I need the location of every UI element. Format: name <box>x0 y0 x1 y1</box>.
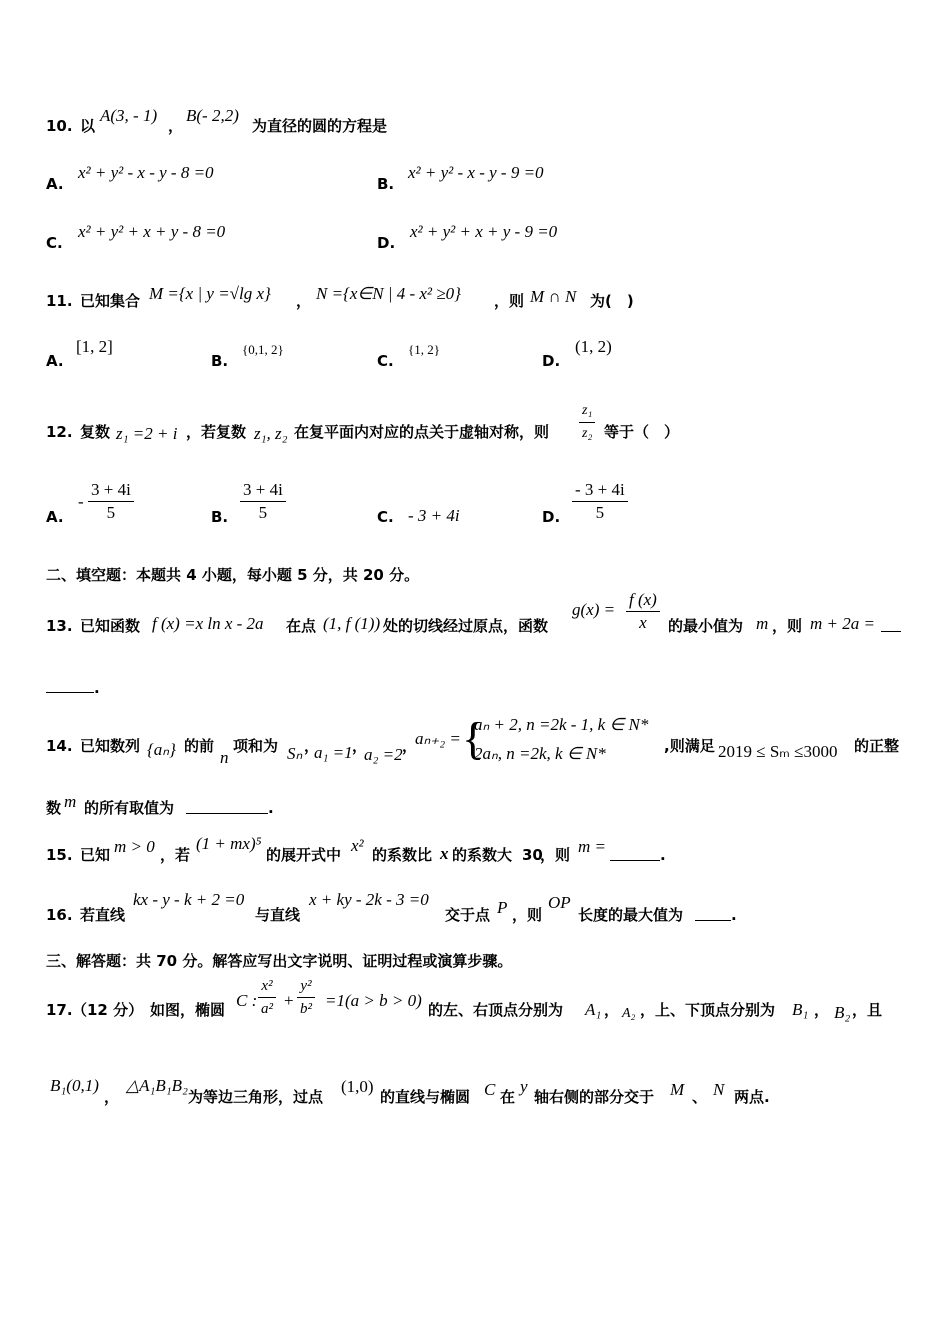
math-a2: a₂ =2 <box>364 745 403 764</box>
math-sn: Sₙ <box>287 744 303 763</box>
math-z1-z2: z₁, z₂ <box>254 424 288 443</box>
option-sign: - <box>78 492 84 511</box>
punctuation: . <box>94 679 100 697</box>
question-text: 两点. <box>734 1088 770 1106</box>
question-text: 的最小值为 <box>668 617 744 635</box>
question-text: 已知集合 <box>80 292 141 310</box>
question-text: 长度的最大值为 <box>578 906 684 924</box>
answer-blank <box>695 920 731 921</box>
question-text: ,则满足 <box>664 737 715 755</box>
fraction-fx-over-x <box>626 589 660 634</box>
question-text: 交于点 <box>445 906 491 924</box>
option-expr: x² + y² - x - y - 9 =0 <box>408 163 544 182</box>
question-text: ，则 <box>540 846 571 864</box>
math-binomial: (1 + mx)⁵ <box>196 834 262 853</box>
denominator: a² <box>261 1001 273 1017</box>
math-expr: m + 2a = <box>810 614 875 633</box>
math-m: M <box>670 1080 685 1099</box>
punctuation: . <box>731 906 737 924</box>
denominator: 5 <box>106 503 116 522</box>
option-label: C. <box>46 234 63 252</box>
math-triangle: △A₁B₁B₂ <box>126 1076 188 1095</box>
question-text: 为直径的圆的方程是 <box>252 117 388 135</box>
question-text: 在点 <box>286 617 317 635</box>
fraction-x2-over-a2 <box>258 975 276 1020</box>
question-number: 15. <box>46 846 73 864</box>
question-number: 12. <box>46 423 73 441</box>
question-text: 已知函数 <box>80 617 141 635</box>
math-a1: A₁ <box>585 1000 602 1019</box>
question-number: 10. <box>46 117 73 135</box>
math-equation: =1(a > b > 0) <box>325 991 422 1010</box>
question-text: 的系数比 <box>372 846 433 864</box>
math-n: n <box>220 748 229 767</box>
option-expr: x² + y² + x + y - 8 =0 <box>78 222 226 241</box>
separator: ， <box>296 292 312 310</box>
math-m-equals: m = <box>578 837 606 856</box>
question-text: ，则 <box>494 292 525 310</box>
math-line-2: x + ky - 2k - 3 =0 <box>309 890 429 909</box>
question-text: 的前 <box>184 737 215 755</box>
fraction-z1-over-z2 <box>579 400 595 445</box>
math-y: y <box>520 1077 528 1096</box>
answer-blank <box>881 631 901 632</box>
option-label: C. <box>377 508 394 526</box>
option-expr: - 3 + 4i <box>408 506 460 525</box>
question-text: 在 <box>500 1088 516 1106</box>
question-text: 项和为 <box>233 737 279 755</box>
question-text: 以 <box>80 117 96 135</box>
score: （12 分） <box>72 1001 144 1019</box>
denominator: 5 <box>595 503 605 522</box>
math-a2: A₂ <box>622 1006 636 1021</box>
math-b2: B₂ <box>834 1003 851 1022</box>
math-case-1: aₙ + 2, n =2k - 1, k ∈ N* <box>474 715 649 734</box>
question-text: 的展开式中 <box>266 846 342 864</box>
math-case-2: 2aₙ, n =2k, k ∈ N* <box>474 744 606 763</box>
question-number: 16. <box>46 906 73 924</box>
question-text: 已知数列 <box>80 737 141 755</box>
numerator: y² <box>297 975 315 998</box>
question-text: ，上、下顶点分别为 <box>640 1001 776 1019</box>
math-function-f: f (x) =x ln x - 2a <box>152 614 264 633</box>
punctuation: ， <box>304 737 320 755</box>
plus-sign: + <box>284 991 294 1010</box>
question-text: 为等边三角形，过点 <box>188 1088 324 1106</box>
option-label: A. <box>46 175 64 193</box>
math-sequence: {aₙ} <box>147 740 176 759</box>
math-m: m <box>756 614 769 633</box>
math-ellipse-c: C : <box>236 991 258 1010</box>
question-number: 13. <box>46 617 73 635</box>
punctuation: . <box>268 799 274 817</box>
math-op: OP <box>548 893 571 912</box>
section-heading: 三、解答题：共 70 分。解答应写出文字说明、证明过程或演算步骤。 <box>46 952 513 970</box>
option-label: A. <box>46 352 64 370</box>
question-text: 的正整 <box>854 737 900 755</box>
option-label: D. <box>542 508 561 526</box>
numerator: - 3 + 4i <box>572 479 628 502</box>
numerator: z₁ <box>579 400 595 423</box>
answer-blank <box>186 813 268 814</box>
numerator: 3 + 4i <box>88 479 134 502</box>
question-number: 14. <box>46 737 73 755</box>
math-intersection: M ∩ N <box>530 287 577 306</box>
option-fraction <box>88 479 134 524</box>
option-label: D. <box>377 234 396 252</box>
question-text: 的所有取值为 <box>84 799 175 817</box>
math-c: C <box>484 1080 496 1099</box>
punctuation: ， <box>604 1001 620 1019</box>
option-fraction <box>240 479 286 524</box>
option-label: B. <box>377 175 395 193</box>
option-label: A. <box>46 508 64 526</box>
option-fraction <box>572 479 628 524</box>
option-label: D. <box>542 352 561 370</box>
math-a1: a₁ =1 <box>314 743 353 762</box>
math-b1: B₁ <box>792 1000 809 1019</box>
math-b1-point: B₁(0,1) <box>50 1076 99 1095</box>
option-expr: x² + y² - x - y - 8 =0 <box>78 163 214 182</box>
math-an2: aₙ₊₂ = <box>415 729 461 748</box>
question-text: 与直线 <box>255 906 301 924</box>
punctuation: 、 <box>692 1088 708 1106</box>
question-text: ，若复数 <box>186 423 247 441</box>
math-set-n: N ={x∈N | 4 - x² ≥0} <box>316 284 461 303</box>
punctuation: ， <box>402 737 418 755</box>
math-function-g: g(x) = <box>572 600 616 619</box>
punctuation: ， <box>104 1088 120 1106</box>
denominator: z₂ <box>582 426 593 441</box>
math-x-squared: x² <box>351 836 364 855</box>
value: 30 <box>522 846 543 864</box>
question-text: 的系数大 <box>452 846 513 864</box>
option-expr: {0,1, 2} <box>242 342 284 357</box>
math-z1: z₁ =2 + i <box>116 424 178 443</box>
punctuation: . <box>660 846 666 864</box>
question-text: 如图，椭圆 <box>150 1001 226 1019</box>
brace: { <box>462 713 485 764</box>
punctuation: ， <box>814 1001 830 1019</box>
question-text: ，若 <box>160 846 191 864</box>
math-x: x <box>440 844 449 863</box>
math-set-m: M ={x | y =√lg x} <box>149 284 271 303</box>
option-label: B. <box>211 508 229 526</box>
math-n: N <box>713 1080 725 1099</box>
denominator: x <box>639 613 647 632</box>
section-heading: 二、填空题：本题共 4 小题，每小题 5 分，共 20 分。 <box>46 566 420 584</box>
question-text: 的左、右顶点分别为 <box>428 1001 564 1019</box>
question-text: 数 <box>46 799 62 817</box>
punctuation: ， <box>352 737 368 755</box>
question-text: 的直线与椭圆 <box>380 1088 471 1106</box>
numerator: x² <box>258 975 276 998</box>
math-condition: m > 0 <box>114 837 155 856</box>
denominator: b² <box>300 1001 312 1017</box>
question-text: 等于（ ） <box>604 423 680 441</box>
math-m: m <box>64 792 77 811</box>
question-text: 处的切线经过原点，函数 <box>383 617 549 635</box>
numerator: f (x) <box>626 589 660 612</box>
option-expr: x² + y² + x + y - 9 =0 <box>410 222 558 241</box>
option-expr: {1, 2} <box>408 342 440 357</box>
denominator: 5 <box>258 503 268 522</box>
math-point-b: B(- 2,2) <box>186 106 239 125</box>
math-point-a: A(3, - 1) <box>100 106 158 125</box>
separator: ， <box>168 117 184 135</box>
math-inequality: 2019 ≤ Sₘ ≤3000 <box>718 742 838 761</box>
answer-blank <box>46 692 94 693</box>
question-number: 11. <box>46 292 73 310</box>
question-text: 轴右侧的部分交于 <box>534 1088 655 1106</box>
question-text: ，且 <box>852 1001 883 1019</box>
question-text: 复数 <box>80 423 111 441</box>
math-point: (1, f (1)) <box>323 614 381 633</box>
question-text: 若直线 <box>80 906 126 924</box>
question-text: ，则 <box>512 906 543 924</box>
fraction-y2-over-b2 <box>297 975 315 1020</box>
numerator: 3 + 4i <box>240 479 286 502</box>
option-label: C. <box>377 352 394 370</box>
math-line-1: kx - y - k + 2 =0 <box>133 890 245 909</box>
question-text: 在复平面内对应的点关于虚轴对称，则 <box>294 423 550 441</box>
answer-blank <box>610 860 660 861</box>
question-number: 17. <box>46 1001 73 1019</box>
math-point: (1,0) <box>341 1077 374 1096</box>
question-text: 为( ) <box>590 292 634 310</box>
question-text: ，则 <box>772 617 803 635</box>
option-label: B. <box>211 352 229 370</box>
math-point-p: P <box>497 898 508 917</box>
question-text: 已知 <box>80 846 111 864</box>
option-expr: (1, 2) <box>575 337 612 356</box>
option-expr: [1, 2] <box>76 337 113 356</box>
